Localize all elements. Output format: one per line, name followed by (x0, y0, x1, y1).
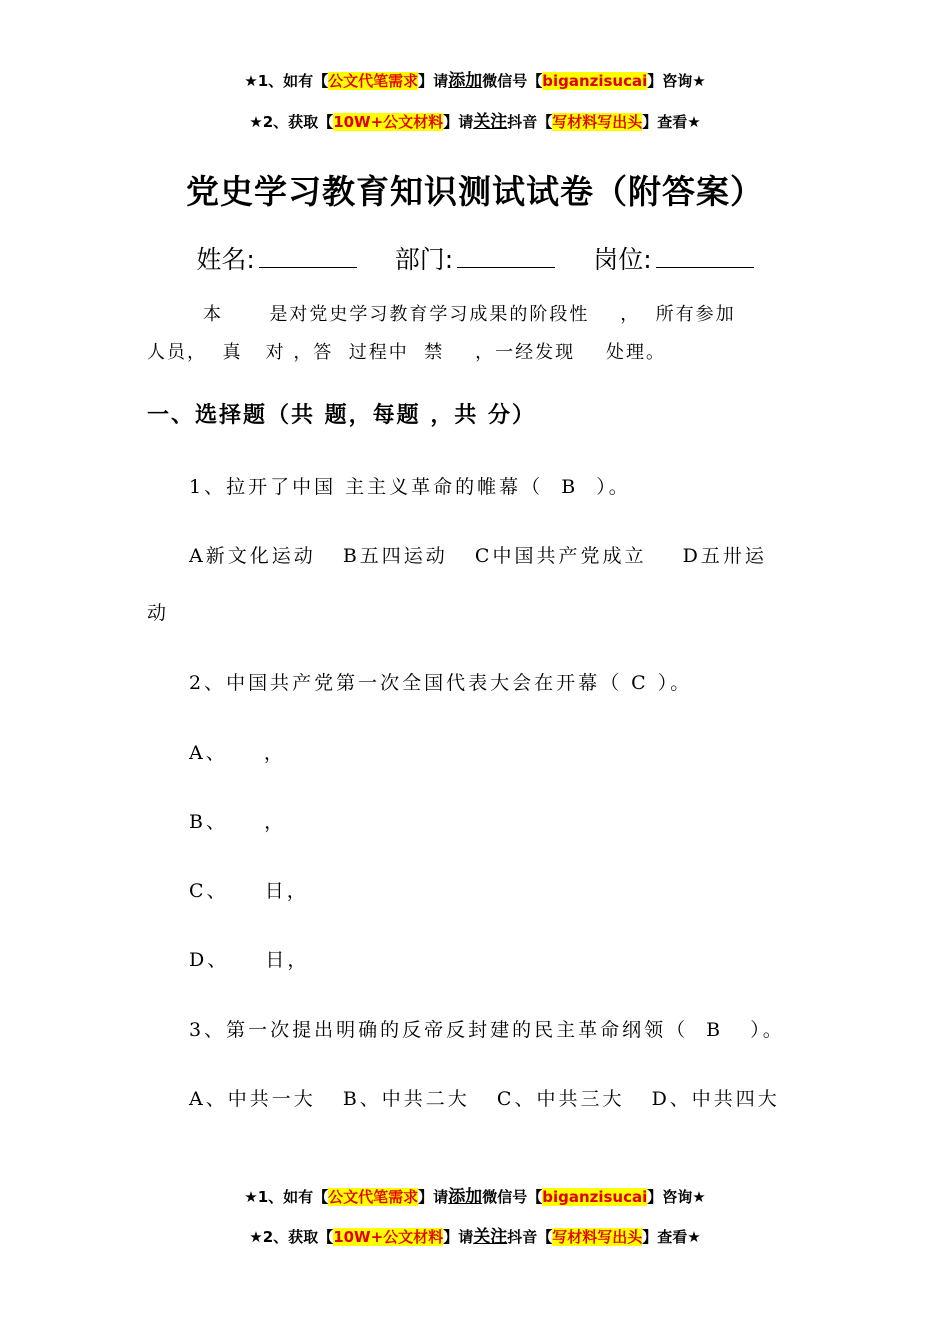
name-label: 姓名: (196, 245, 255, 274)
question-2-option-b: B、 ， (189, 811, 287, 833)
banner-text: ★1、如有【 (244, 1188, 329, 1206)
bottom-banner-line-2 (0, 1226, 950, 1248)
banner-highlight: 公文代笔需求 (328, 1188, 419, 1206)
banner-text: 微信号【 (482, 72, 543, 90)
question-2: 2、中国共产党第一次全国代表大会在开幕（ C ）。 (189, 672, 693, 694)
top-banner-line-2 (0, 111, 950, 133)
banner-text: 】请 (443, 113, 474, 131)
banner-text: 抖音【 (507, 1228, 553, 1246)
intro-line-1: 本 是对党史学习教育学习成果的阶段性 ， 所有参加 (203, 304, 736, 325)
question-3: 3、第一次提出明确的反帝反封建的民主革命纲领（ B ）。 (189, 1019, 785, 1041)
intro-line-2: 人员， 真 对 ，答 过程中 禁 ，一经发现 处理。 (147, 342, 666, 363)
name-blank (259, 245, 357, 268)
banner-wechat-id: biganzisucai (542, 1188, 648, 1206)
question-2-option-a: A、 ， (189, 742, 286, 764)
banner-text: 】咨询★ (647, 1188, 706, 1206)
dept-blank (457, 245, 555, 268)
question-1-options: A新文化运动 B五四运动 C中国共产党成立 D五卅运 (189, 545, 767, 567)
post-label: 岗位: (593, 245, 652, 274)
banner-text: 】请 (418, 72, 449, 90)
info-line (0, 240, 950, 276)
banner-text: 微信号【 (482, 1188, 543, 1206)
question-1-options-cont: 动 (147, 602, 170, 624)
section-heading: 一、选择题（共 题，每题 ，共 分） (147, 402, 536, 428)
banner-text: 抖音【 (507, 113, 553, 131)
post-blank (656, 245, 754, 268)
banner-highlight: 10W+公文材料 (333, 113, 444, 131)
banner-douyin-id: 写材料写出头 (552, 113, 643, 131)
banner-text: ★2、获取【 (249, 1228, 334, 1246)
page-title: 党史学习教育知识测试试卷（附答案） (186, 172, 764, 211)
banner-text: ★1、如有【 (244, 72, 329, 90)
question-2-option-c: C、 日， (189, 880, 309, 902)
dept-label: 部门: (394, 245, 454, 274)
banner-emphasis: 添加 (448, 71, 483, 91)
banner-douyin-id: 写材料写出头 (552, 1228, 643, 1246)
banner-text: 】请 (443, 1228, 474, 1246)
banner-wechat-id: biganzisucai (542, 72, 648, 90)
banner-text: 】请 (418, 1188, 449, 1206)
banner-emphasis: 添加 (448, 1187, 483, 1207)
banner-highlight: 公文代笔需求 (328, 72, 419, 90)
banner-text: ★2、获取【 (249, 113, 334, 131)
question-2-option-d: D、 日， (189, 949, 310, 971)
question-1: 1、拉开了中国 主主义革命的帷幕（ B ）。 (189, 476, 631, 498)
top-banner-line-1 (0, 70, 950, 92)
banner-highlight: 10W+公文材料 (333, 1228, 444, 1246)
banner-text: 】查看★ (642, 1228, 701, 1246)
bottom-banner-line-1 (0, 1186, 950, 1208)
banner-emphasis: 关注 (473, 1227, 508, 1247)
banner-text: 】查看★ (642, 113, 701, 131)
banner-emphasis: 关注 (473, 112, 508, 132)
banner-text: 】咨询★ (647, 72, 706, 90)
question-3-options: A、中共一大 B、中共二大 C、中共三大 D、中共四大 (189, 1088, 780, 1110)
